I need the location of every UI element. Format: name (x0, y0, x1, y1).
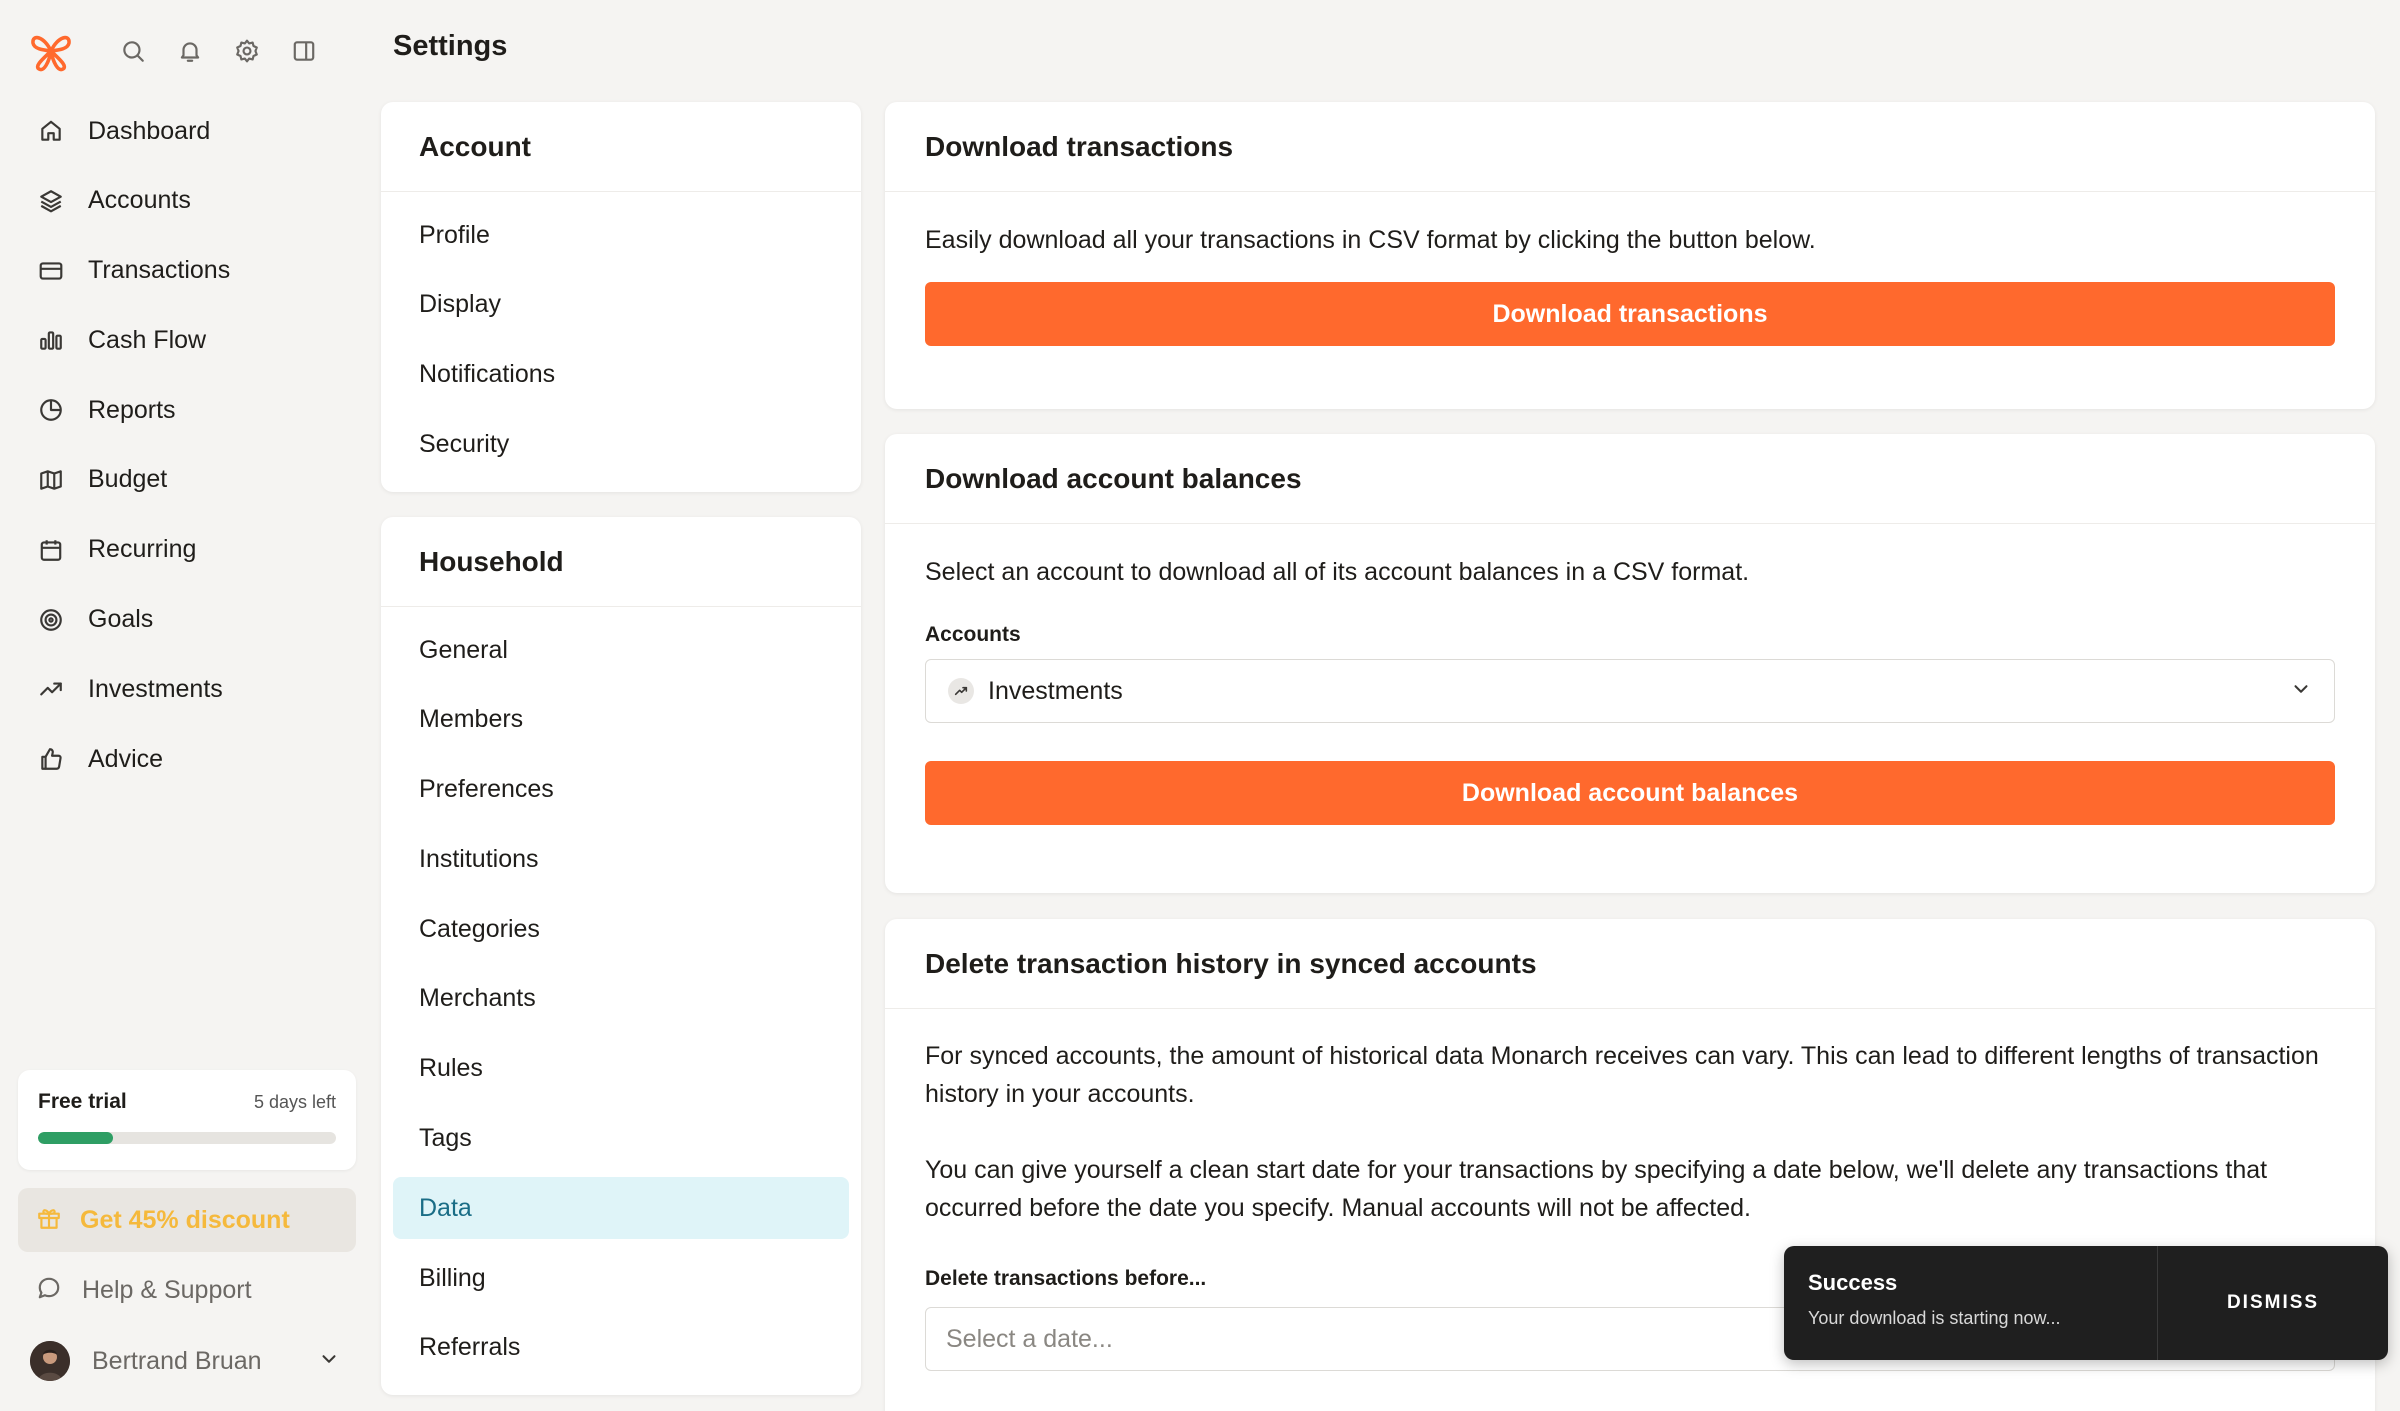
menu-item-institutions[interactable]: Institutions (419, 844, 539, 873)
toast-title: Success (1808, 1270, 1898, 1295)
sidebar-item-reports[interactable] (20, 377, 356, 443)
sidebar (0, 0, 370, 1411)
trial-title: Free trial (38, 1090, 127, 1113)
download-balances-description: Select an account to download all of its account balances in a CSV format. (925, 558, 1750, 586)
menu-item-members[interactable]: Members (419, 705, 524, 734)
sidebar-item-label: Investments (88, 674, 223, 703)
chevron-down-icon (318, 1348, 340, 1375)
download-balances-title: Download account balances (885, 434, 2375, 524)
delete-history-paragraph-2: You can give yourself a clean start date for your transactions by specifying a date below, we'll delete any transactions that occurred before the date you specify. Manual accounts will not be affected. (925, 1156, 2268, 1222)
menu-item-categories[interactable]: Categories (419, 914, 540, 943)
sidebar-item-goals[interactable] (20, 587, 356, 653)
menu-item-billing[interactable]: Billing (419, 1263, 486, 1292)
target-icon (36, 605, 66, 635)
account-section-title: Account (381, 102, 861, 192)
logo-icon[interactable] (26, 26, 76, 76)
credit-card-icon (36, 256, 66, 286)
trial-progress-fill (38, 1132, 113, 1144)
sidebar-item-label: Budget (88, 465, 168, 494)
sidebar-item-investments[interactable] (20, 656, 356, 722)
menu-item-display[interactable]: Display (419, 290, 501, 319)
sidebar-item-label: Goals (88, 605, 154, 634)
download-transactions-title: Download transactions (885, 102, 2375, 192)
menu-item-tags[interactable]: Tags (419, 1124, 472, 1153)
delete-history-title: Delete transaction history in synced accounts (885, 919, 2375, 1009)
trial-days-left: 5 days left (253, 1091, 336, 1112)
accounts-select-value: Investments (988, 676, 1123, 705)
sidebar-item-advice[interactable] (20, 726, 356, 792)
menu-item-general[interactable]: General (419, 635, 508, 664)
sidebar-item-label: Accounts (88, 186, 191, 215)
menu-item-notifications[interactable]: Notifications (419, 360, 556, 389)
topbar (26, 26, 344, 76)
sidebar-item-label: Cash Flow (88, 325, 207, 354)
pie-chart-icon (36, 395, 66, 425)
trending-up-icon (948, 678, 974, 704)
bell-icon[interactable] (173, 34, 207, 68)
gear-icon[interactable] (230, 34, 264, 68)
download-transactions-card (885, 102, 2375, 409)
thumbs-up-icon (36, 744, 66, 774)
download-transactions-description: Easily download all your transactions in CSV format by clicking the button below. (925, 226, 1816, 254)
user-menu[interactable] (30, 1330, 340, 1392)
menu-item-security[interactable]: Security (419, 429, 510, 458)
household-settings-card (381, 517, 861, 1395)
menu-item-profile[interactable]: Profile (419, 220, 490, 249)
sidebar-item-transactions[interactable] (20, 238, 356, 304)
home-icon (36, 116, 66, 146)
sidebar-item-accounts[interactable] (20, 168, 356, 234)
help-support-link[interactable] (36, 1258, 252, 1322)
sidebar-nav (20, 98, 356, 796)
menu-item-data[interactable]: Data (393, 1177, 849, 1239)
sidebar-item-label: Recurring (88, 535, 197, 564)
discount-button[interactable] (18, 1188, 356, 1252)
menu-item-rules[interactable]: Rules (419, 1054, 483, 1083)
delete-history-paragraph-1: For synced accounts, the amount of historical data Monarch receives can vary. This can lead to different lengths of transaction history in your accounts. (925, 1042, 2319, 1108)
sidebar-item-label: Transactions (88, 256, 231, 285)
menu-item-preferences[interactable]: Preferences (419, 775, 554, 804)
toast-message: Your download is starting now... (1808, 1308, 2061, 1328)
help-support-label: Help & Support (82, 1275, 252, 1304)
account-settings-card (381, 102, 861, 492)
dismiss-button[interactable]: DISMISS (2226, 1292, 2320, 1313)
calendar-icon (36, 535, 66, 565)
trending-up-icon (36, 674, 66, 704)
accounts-field-label: Accounts (925, 623, 1021, 646)
page-title: Settings (393, 30, 508, 62)
menu-item-referrals[interactable]: Referrals (419, 1333, 521, 1362)
household-section-title: Household (381, 517, 861, 607)
delete-before-label: Delete transactions before... (925, 1267, 1207, 1290)
download-balances-button[interactable]: Download account balances (925, 761, 2335, 825)
sidebar-item-recurring[interactable] (20, 517, 356, 583)
download-transactions-button[interactable]: Download transactions (925, 282, 2335, 346)
chevron-down-icon (2290, 678, 2312, 705)
sidebar-item-label: Reports (88, 395, 176, 424)
user-name: Bertrand Bruan (92, 1346, 262, 1375)
chat-bubble-icon (36, 1275, 62, 1306)
download-balances-card (885, 434, 2375, 893)
layers-icon (36, 186, 66, 216)
trial-progress-bar (38, 1132, 336, 1144)
menu-item-merchants[interactable]: Merchants (419, 984, 536, 1013)
discount-label: Get 45% discount (80, 1205, 290, 1234)
search-icon[interactable] (116, 34, 150, 68)
map-icon (36, 465, 66, 495)
sidebar-item-label: Dashboard (88, 116, 211, 145)
success-toast (1784, 1246, 2388, 1360)
free-trial-card[interactable] (18, 1070, 356, 1170)
sidebar-item-cash-flow[interactable] (20, 307, 356, 373)
gift-icon (36, 1205, 62, 1236)
sidebar-toggle-icon[interactable] (287, 34, 321, 68)
bar-chart-icon (36, 325, 66, 355)
accounts-select[interactable] (925, 659, 2335, 723)
sidebar-item-dashboard[interactable] (20, 98, 356, 164)
avatar (30, 1341, 70, 1381)
sidebar-item-budget[interactable] (20, 447, 356, 513)
sidebar-item-label: Advice (88, 744, 164, 773)
